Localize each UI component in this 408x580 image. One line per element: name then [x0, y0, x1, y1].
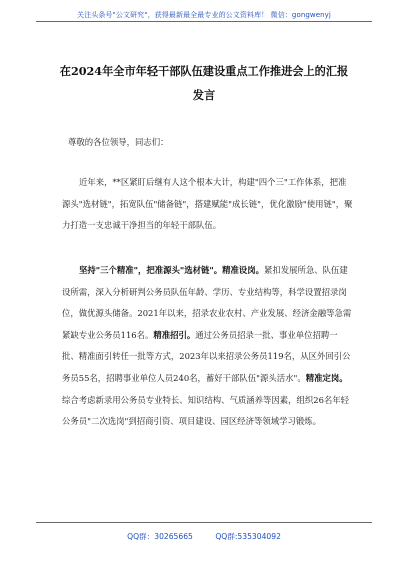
header-divider: [36, 21, 372, 22]
paragraph-text: 紧扣发展所急、队伍建设所需，深入分析研判公务员队伍年龄、学历、专业结构等，科学设置招录岗位，做优源头储备。2021年以来，招录农业农村、产业发展、经济金融等急需紧缺专业公务员116名。: [62, 265, 352, 340]
subheading-recruit: 精准招引。: [153, 329, 196, 340]
footer-qq-group-1: QQ群：30265665: [127, 532, 193, 541]
subheading-post: 精准定岗。: [305, 372, 348, 383]
header-banner: 关注头条号"公文研究"，获得最新最全最专业的公文资料库！ 微信：gongwenyj: [77, 11, 331, 19]
footer-divider: [36, 522, 372, 523]
footer: [0, 531, 408, 542]
salutation: 尊敬的各位领导，同志们：: [68, 137, 169, 147]
document-title-line-2: 发言: [192, 88, 216, 102]
paragraph-selection: [62, 260, 354, 433]
document-title-line-1: 在2024年全市年轻干部队伍建设重点工作推进会上的汇报: [59, 64, 349, 78]
document-title: [40, 59, 368, 107]
footer-qq-group-2: QQ群:535304092: [215, 532, 281, 541]
paragraph-text: 综合考虑新录用公务员专业特长、知识结构、气质涵养等因素，组织26名年轻公务员"二次选岗"到招商引资、项目建设、园区经济等领域学习锻炼。: [62, 394, 350, 427]
paragraph-intro: 近年来，**区紧盯后继有人这个根本大计，构建"四个三"工作体系，把准源头"选材链"，拓宽队伍"储备链"，搭建赋能"成长链"，优化激励"使用链"，聚力打造一支忠诚干净担当的年轻干部队伍。: [62, 177, 353, 231]
section-heading: 坚持"三个精准"，把准源头"选材链"。精准设岗。: [79, 265, 264, 275]
paragraph-text: 通过公务员招录一批、事业单位招聘一批、精准面引转任一批等方式，2023年以来招录公务员119名，从区外回引公务员55名，招聘事业单位人员240名，蓄好干部队伍"源头活水"。: [62, 329, 351, 383]
